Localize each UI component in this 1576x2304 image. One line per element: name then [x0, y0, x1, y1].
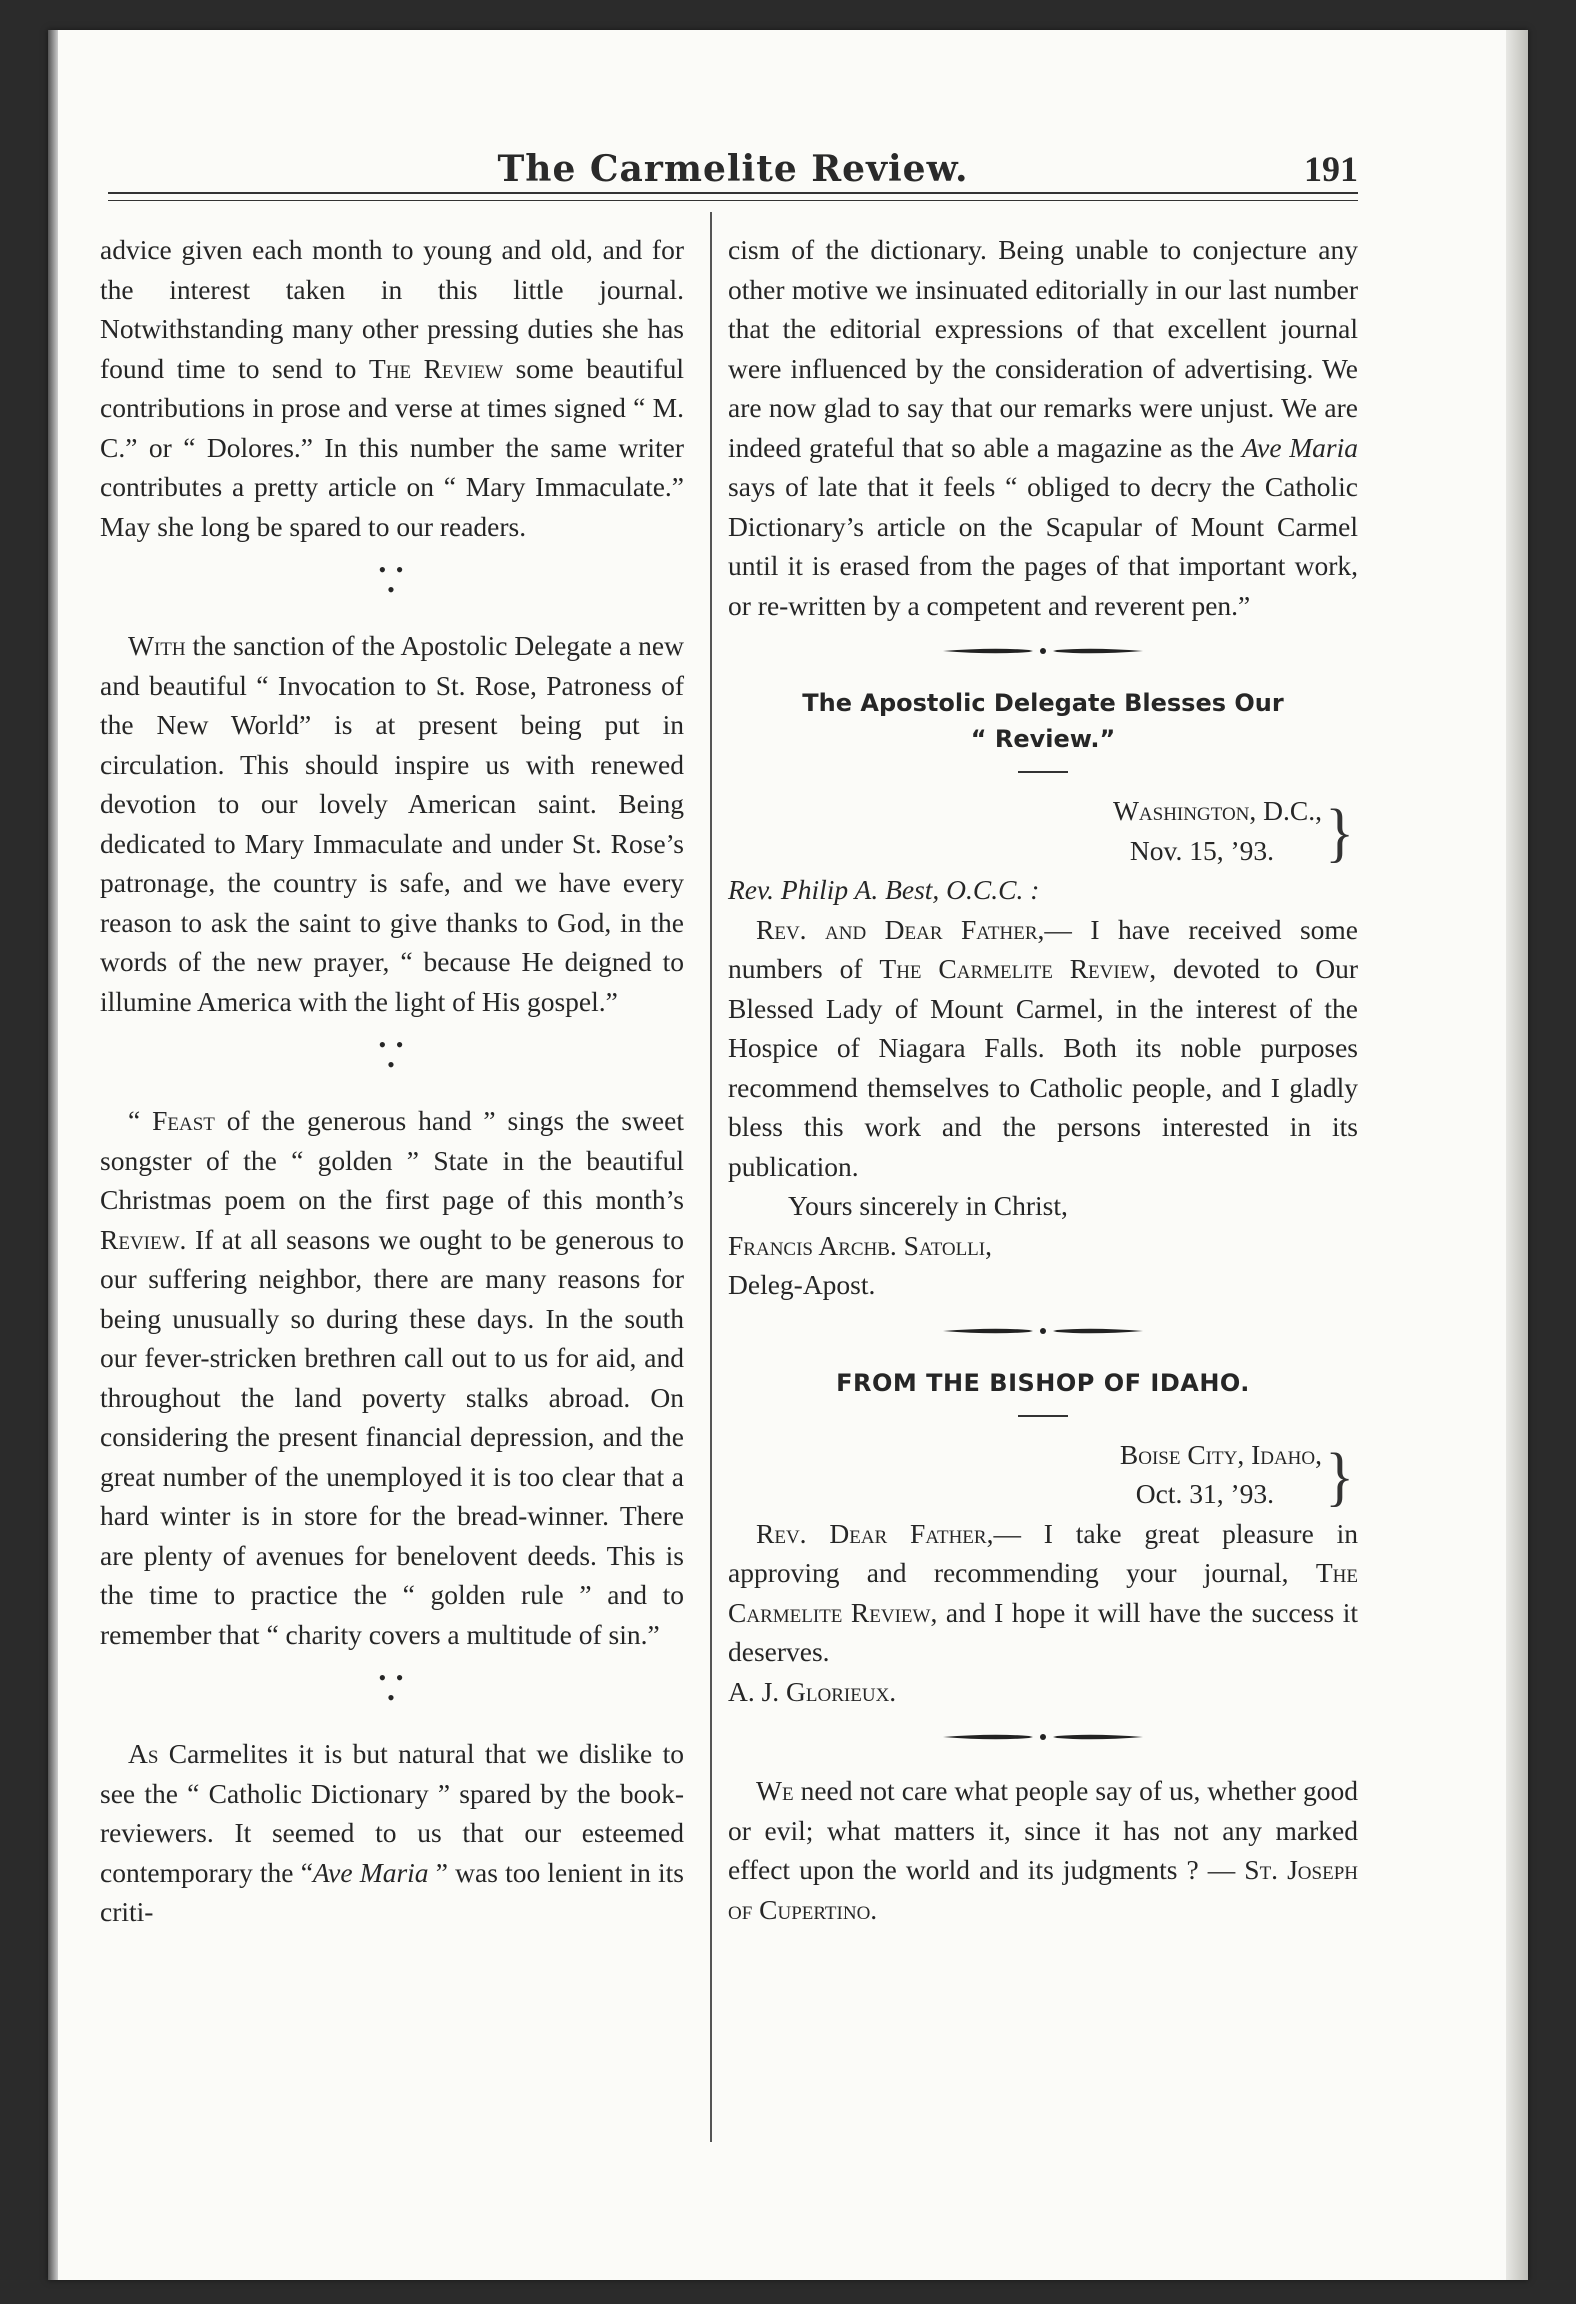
brace-icon: } — [1325, 1439, 1354, 1512]
asterism-icon: • • • — [378, 1665, 406, 1710]
letter-closing: Yours sincerely in Christ, — [788, 1190, 1068, 1221]
letter-body: Rev. Dear Father,— I take great pleasure in approving and recommending your journal, The Carmelite Review, and I hope it will have the success it deserves. — [728, 1517, 1358, 1667]
heading-rule — [1018, 771, 1068, 773]
brace-icon: } — [1325, 795, 1354, 869]
flourish-divider-icon — [728, 1727, 1358, 1753]
running-header — [108, 118, 1358, 198]
signature: Francis Archb. Satolli, — [728, 1229, 992, 1261]
letter-body: Rev. and Dear Father,— I have received some numbers of The Carmelite Review, devoted to Our Blessed Lady of Mount Carmel, in the interest of the Hospice of Niagara Falls. Both its noble purposes recommend themselves to Catholic people, and I gladly bless this work and the persons interested in its publication. — [728, 913, 1358, 1182]
left-column — [100, 230, 684, 1932]
paragraph: With the sanction of the Apostolic Delegate a new and beautiful “ Invocation to St. Rose, Patroness of the New World” is at present being put in circulation. This should inspire us with renewed devotion to our lovely American saint. Being dedicated to Mary Immaculate and under St. Rose’s patronage, the country is safe, and we have every reason to ask the saint to give thanks to God, in the words of the new prayer, “ because He deigned to illumine America with the light of His gospel.” — [100, 630, 684, 1017]
running-title: The Carmelite Review. — [497, 148, 969, 190]
page-edge — [1506, 30, 1528, 2280]
dateline: Washington, D.C., Nov. 15, ’93. } — [728, 791, 1358, 870]
signature-title: Deleg-Apost. — [728, 1269, 876, 1300]
book-spine — [48, 30, 58, 2280]
page-number: 191 — [1304, 149, 1358, 189]
flourish-divider-icon — [728, 641, 1358, 667]
letter-heading: The Apostolic Delegate Blesses Our “ Review.” — [802, 689, 1284, 753]
asterism-icon: • • • — [378, 557, 406, 602]
dateline: Boise City, Idaho, Oct. 31, ’93. } — [728, 1435, 1358, 1514]
header-rule — [108, 192, 1358, 194]
flourish-divider-icon — [728, 1321, 1358, 1347]
header-rule-thin — [108, 200, 1358, 201]
addressee: Rev. Philip A. Best, O.C.C. : — [728, 874, 1040, 905]
paragraph: As Carmelites it is but natural that we dislike to see the “ Catholic Dictionary ” spared by the book-reviewers. It seemed to us that our esteemed contemporary the “Ave Maria ” was too lenient in its criti- — [100, 1738, 685, 1927]
letter-heading: FROM THE BISHOP OF IDAHO. — [836, 1368, 1250, 1397]
signature: A. J. Glorieux. — [728, 1675, 897, 1707]
paragraph: advice given each month to young and old, and for the interest taken in this little journal. Notwithstanding many other pressing duties she has found time to send to The Review some beautiful contributions in prose and verse at times signed “ M. C.” or “ Dolores.” In this number the same writer contributes a pretty article on “ Mary Immaculate.” May she long be spared to our readers. — [100, 234, 684, 542]
right-column — [728, 230, 1358, 1929]
column-divider — [710, 212, 712, 2142]
heading-rule — [1018, 1415, 1068, 1417]
paragraph: “ Feast of the generous hand ” sings the sweet songster of the “ golden ” State in the beautiful Christmas poem on the first page of this month’s Review. If at all seasons we ought to be generous to our suffering neighbor, there are many reasons for being unusually so during these days. In the south our fever-stricken brethren call out to us for aid, and throughout the land poverty stalks abroad. On considering the present financial depression, and the great number of the unemployed it is too clear that a hard winter is in store for the bread-winner. There are plenty of avenues for benelovent deeds. This is the time to practice the “ golden rule ” and to remember that “ charity covers a multitude of sin.” — [100, 1105, 684, 1650]
paragraph: cism of the dictionary. Being unable to conjecture any other motive we insinuated editorially in our last number that the editorial expressions of that excellent journal were influenced by the consideration of advertising. We are now glad to say that our remarks were unjust. We are indeed grateful that so able a magazine as the Ave Maria says of late that it feels “ obliged to decry the Catholic Dictionary’s article on the Scapular of Mount Carmel until it is erased from the pages of that important work, or re-written by a competent and reverent pen.” — [728, 234, 1358, 621]
quote: We need not care what people say of us, whether good or evil; what matters it, since it has not any marked effect upon the world and its judgments ? — St. Joseph of Cupertino. — [728, 1775, 1358, 1925]
asterism-icon: • • • — [378, 1032, 406, 1077]
